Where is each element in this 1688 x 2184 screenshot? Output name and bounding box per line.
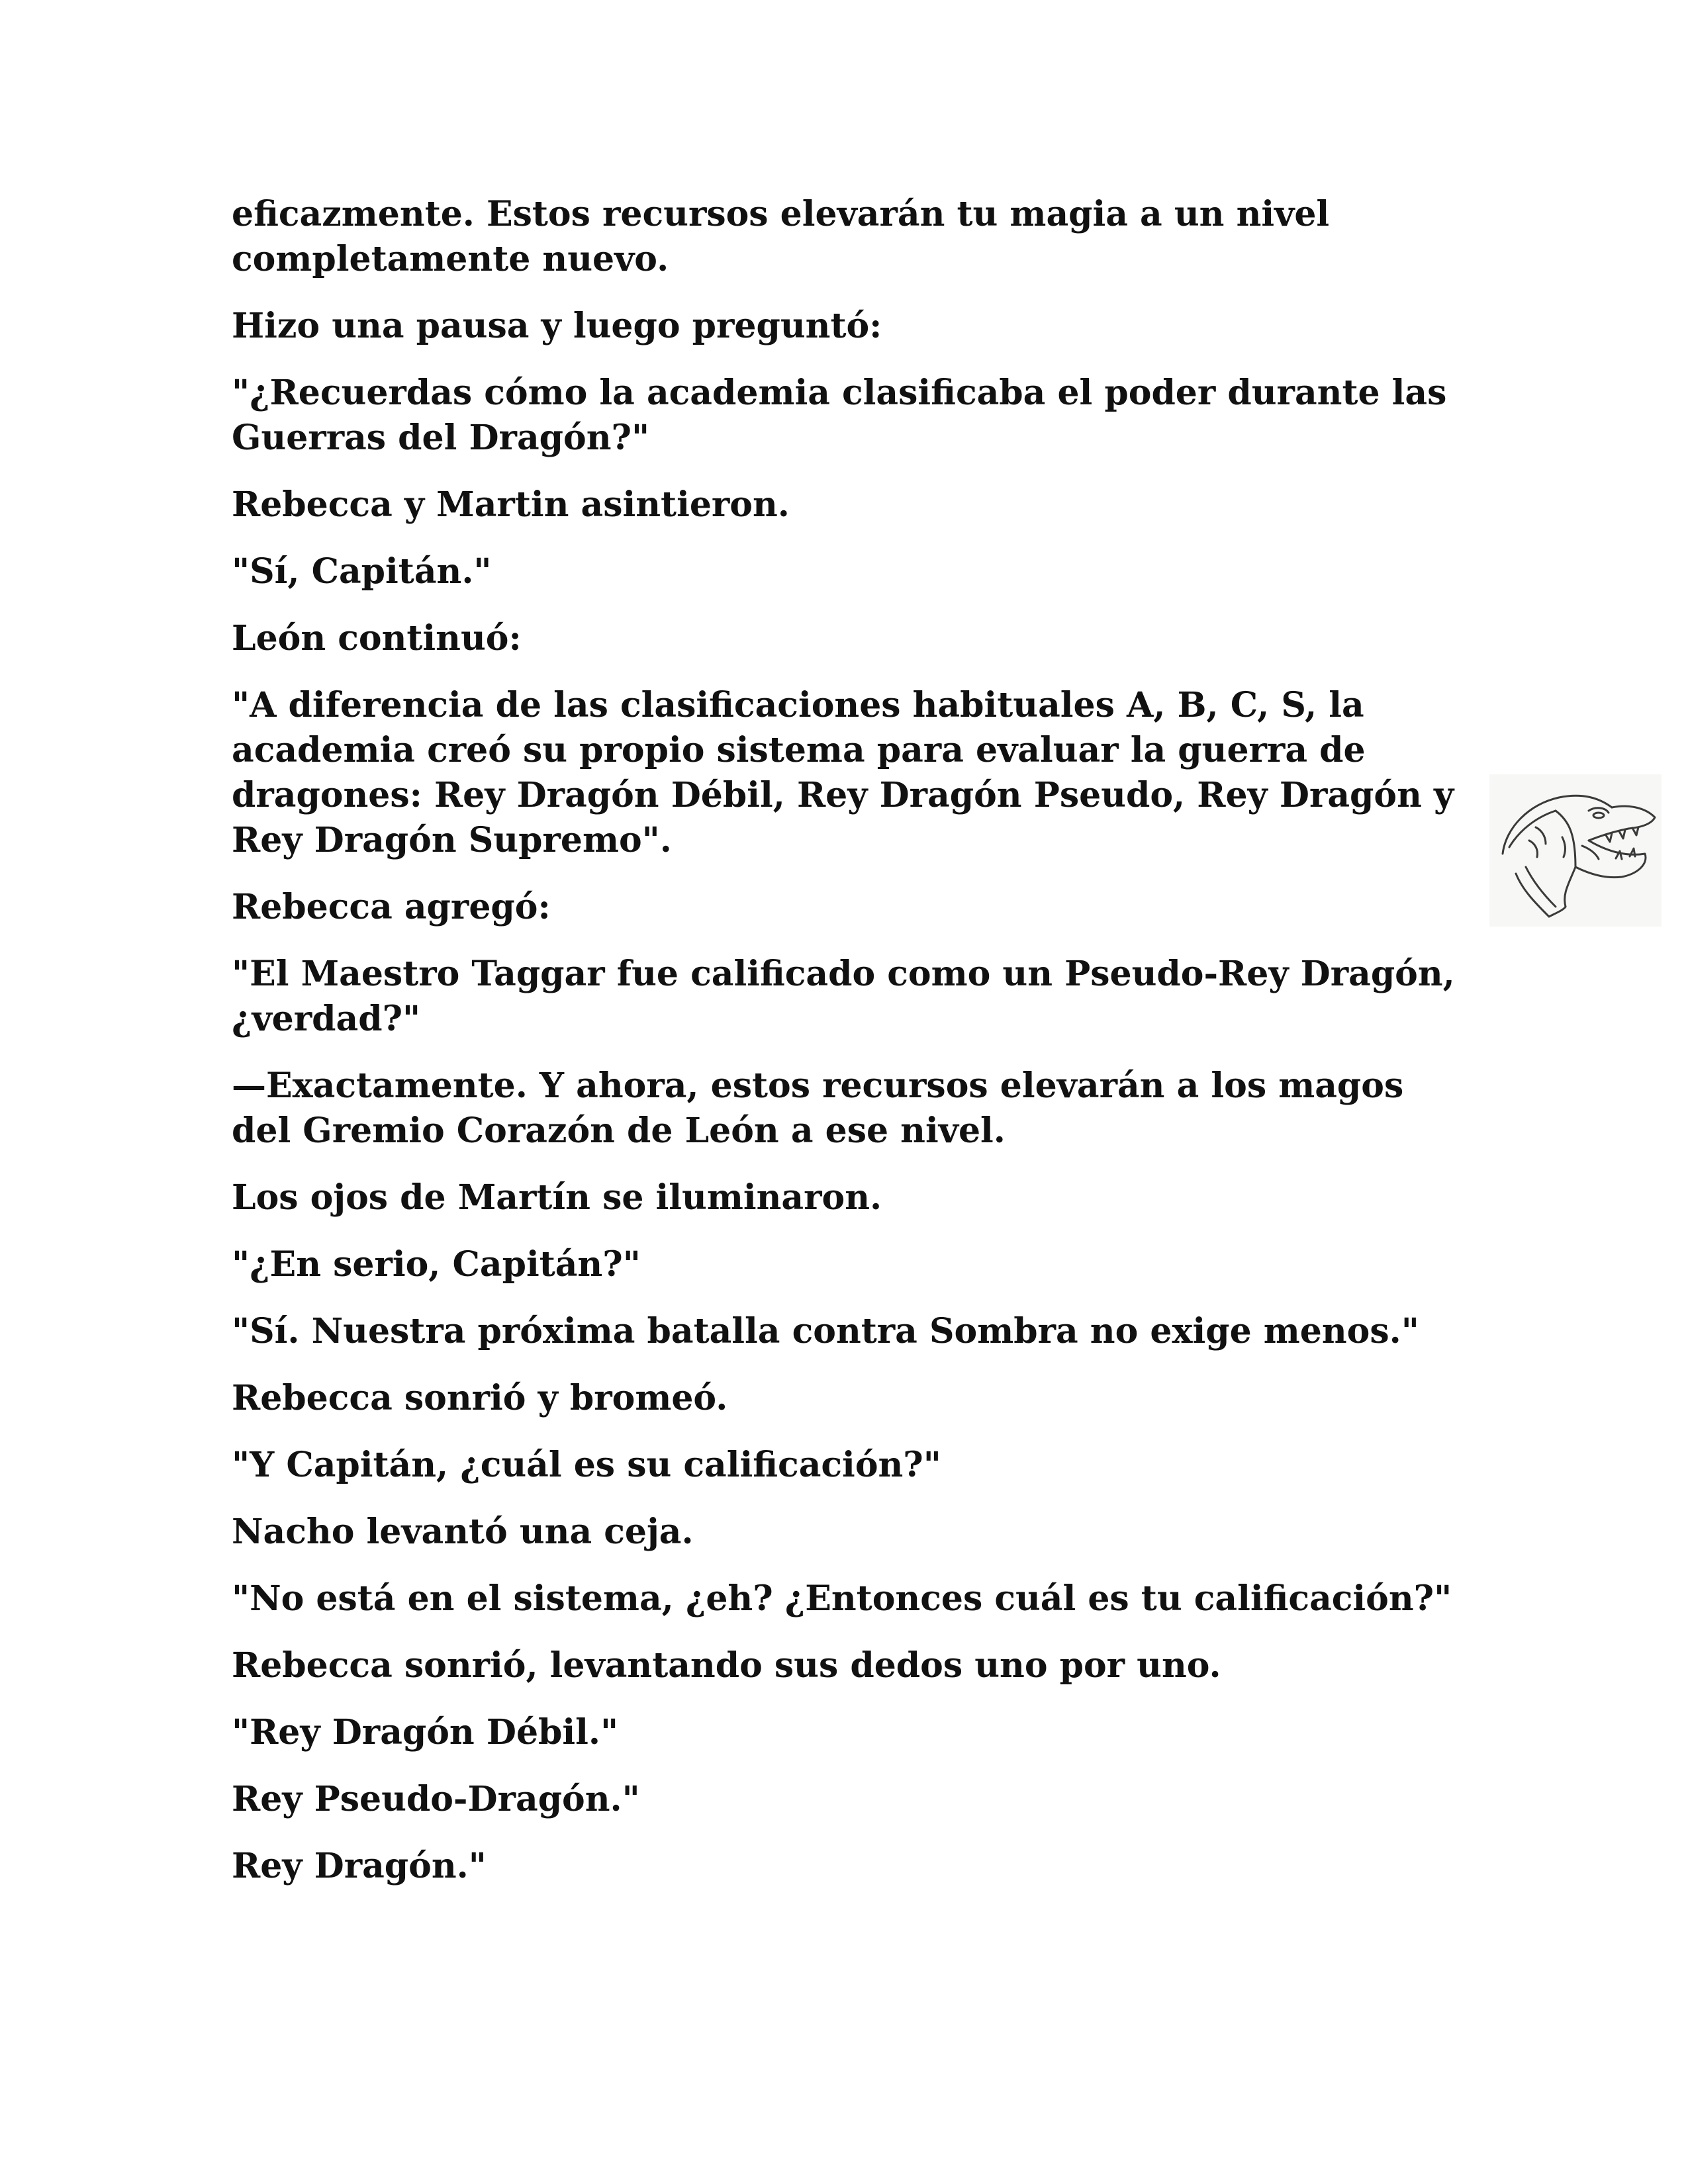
paragraph: "¿Recuerdas cómo la academia clasificaba el poder durante las Guerras del Dragón?" [232, 373, 1447, 458]
paragraph: Rebecca y Martin asintieron. [232, 484, 790, 525]
paragraph: eficazmente. Estos recursos elevarán tu magia a un nivel completamente nuevo. [232, 194, 1330, 279]
paragraph: Hizo una pausa y luego preguntó: [232, 306, 882, 346]
paragraph: Rey Pseudo-Dragón." [232, 1779, 640, 1819]
paragraph: "Y Capitán, ¿cuál es su calificación?" [232, 1445, 941, 1485]
paragraph: Rey Dragón." [232, 1846, 487, 1886]
paragraph: León continuó: [232, 618, 522, 659]
paragraph: Rebecca sonrió y bromeó. [232, 1378, 728, 1418]
paragraph: "Sí, Capitán." [232, 551, 492, 592]
paragraph: "Sí. Nuestra próxima batalla contra Sombra no exige menos." [232, 1311, 1419, 1351]
story-text [232, 192, 1463, 1911]
paragraph: Nacho levantó una ceja. [232, 1512, 694, 1552]
paragraph: Rebecca agregó: [232, 887, 551, 927]
paragraph: "Rey Dragón Débil." [232, 1712, 619, 1752]
paragraph: "No está en el sistema, ¿eh? ¿Entonces cuál es tu calificación?" [232, 1578, 1452, 1619]
paragraph: Los ojos de Martín se iluminaron. [232, 1177, 882, 1218]
paragraph: "A diferencia de las clasificaciones habituales A, B, C, S, la academia creó su propio sistema para evaluar la guerra de dragones: Rey Dragón Débil, Rey Dragón Pseudo, Rey Dragón y Rey Dragón Supremo". [232, 685, 1454, 860]
paragraph: Rebecca sonrió, levantando sus dedos uno por uno. [232, 1645, 1221, 1686]
paragraph: "¿En serio, Capitán?" [232, 1244, 641, 1285]
paragraph: "El Maestro Taggar fue calificado como un Pseudo-Rey Dragón, ¿verdad?" [232, 954, 1455, 1039]
dragon-head-sketch-icon [1489, 774, 1662, 927]
paragraph: —Exactamente. Y ahora, estos recursos elevarán a los magos del Gremio Corazón de León a ese nivel. [232, 1066, 1404, 1151]
